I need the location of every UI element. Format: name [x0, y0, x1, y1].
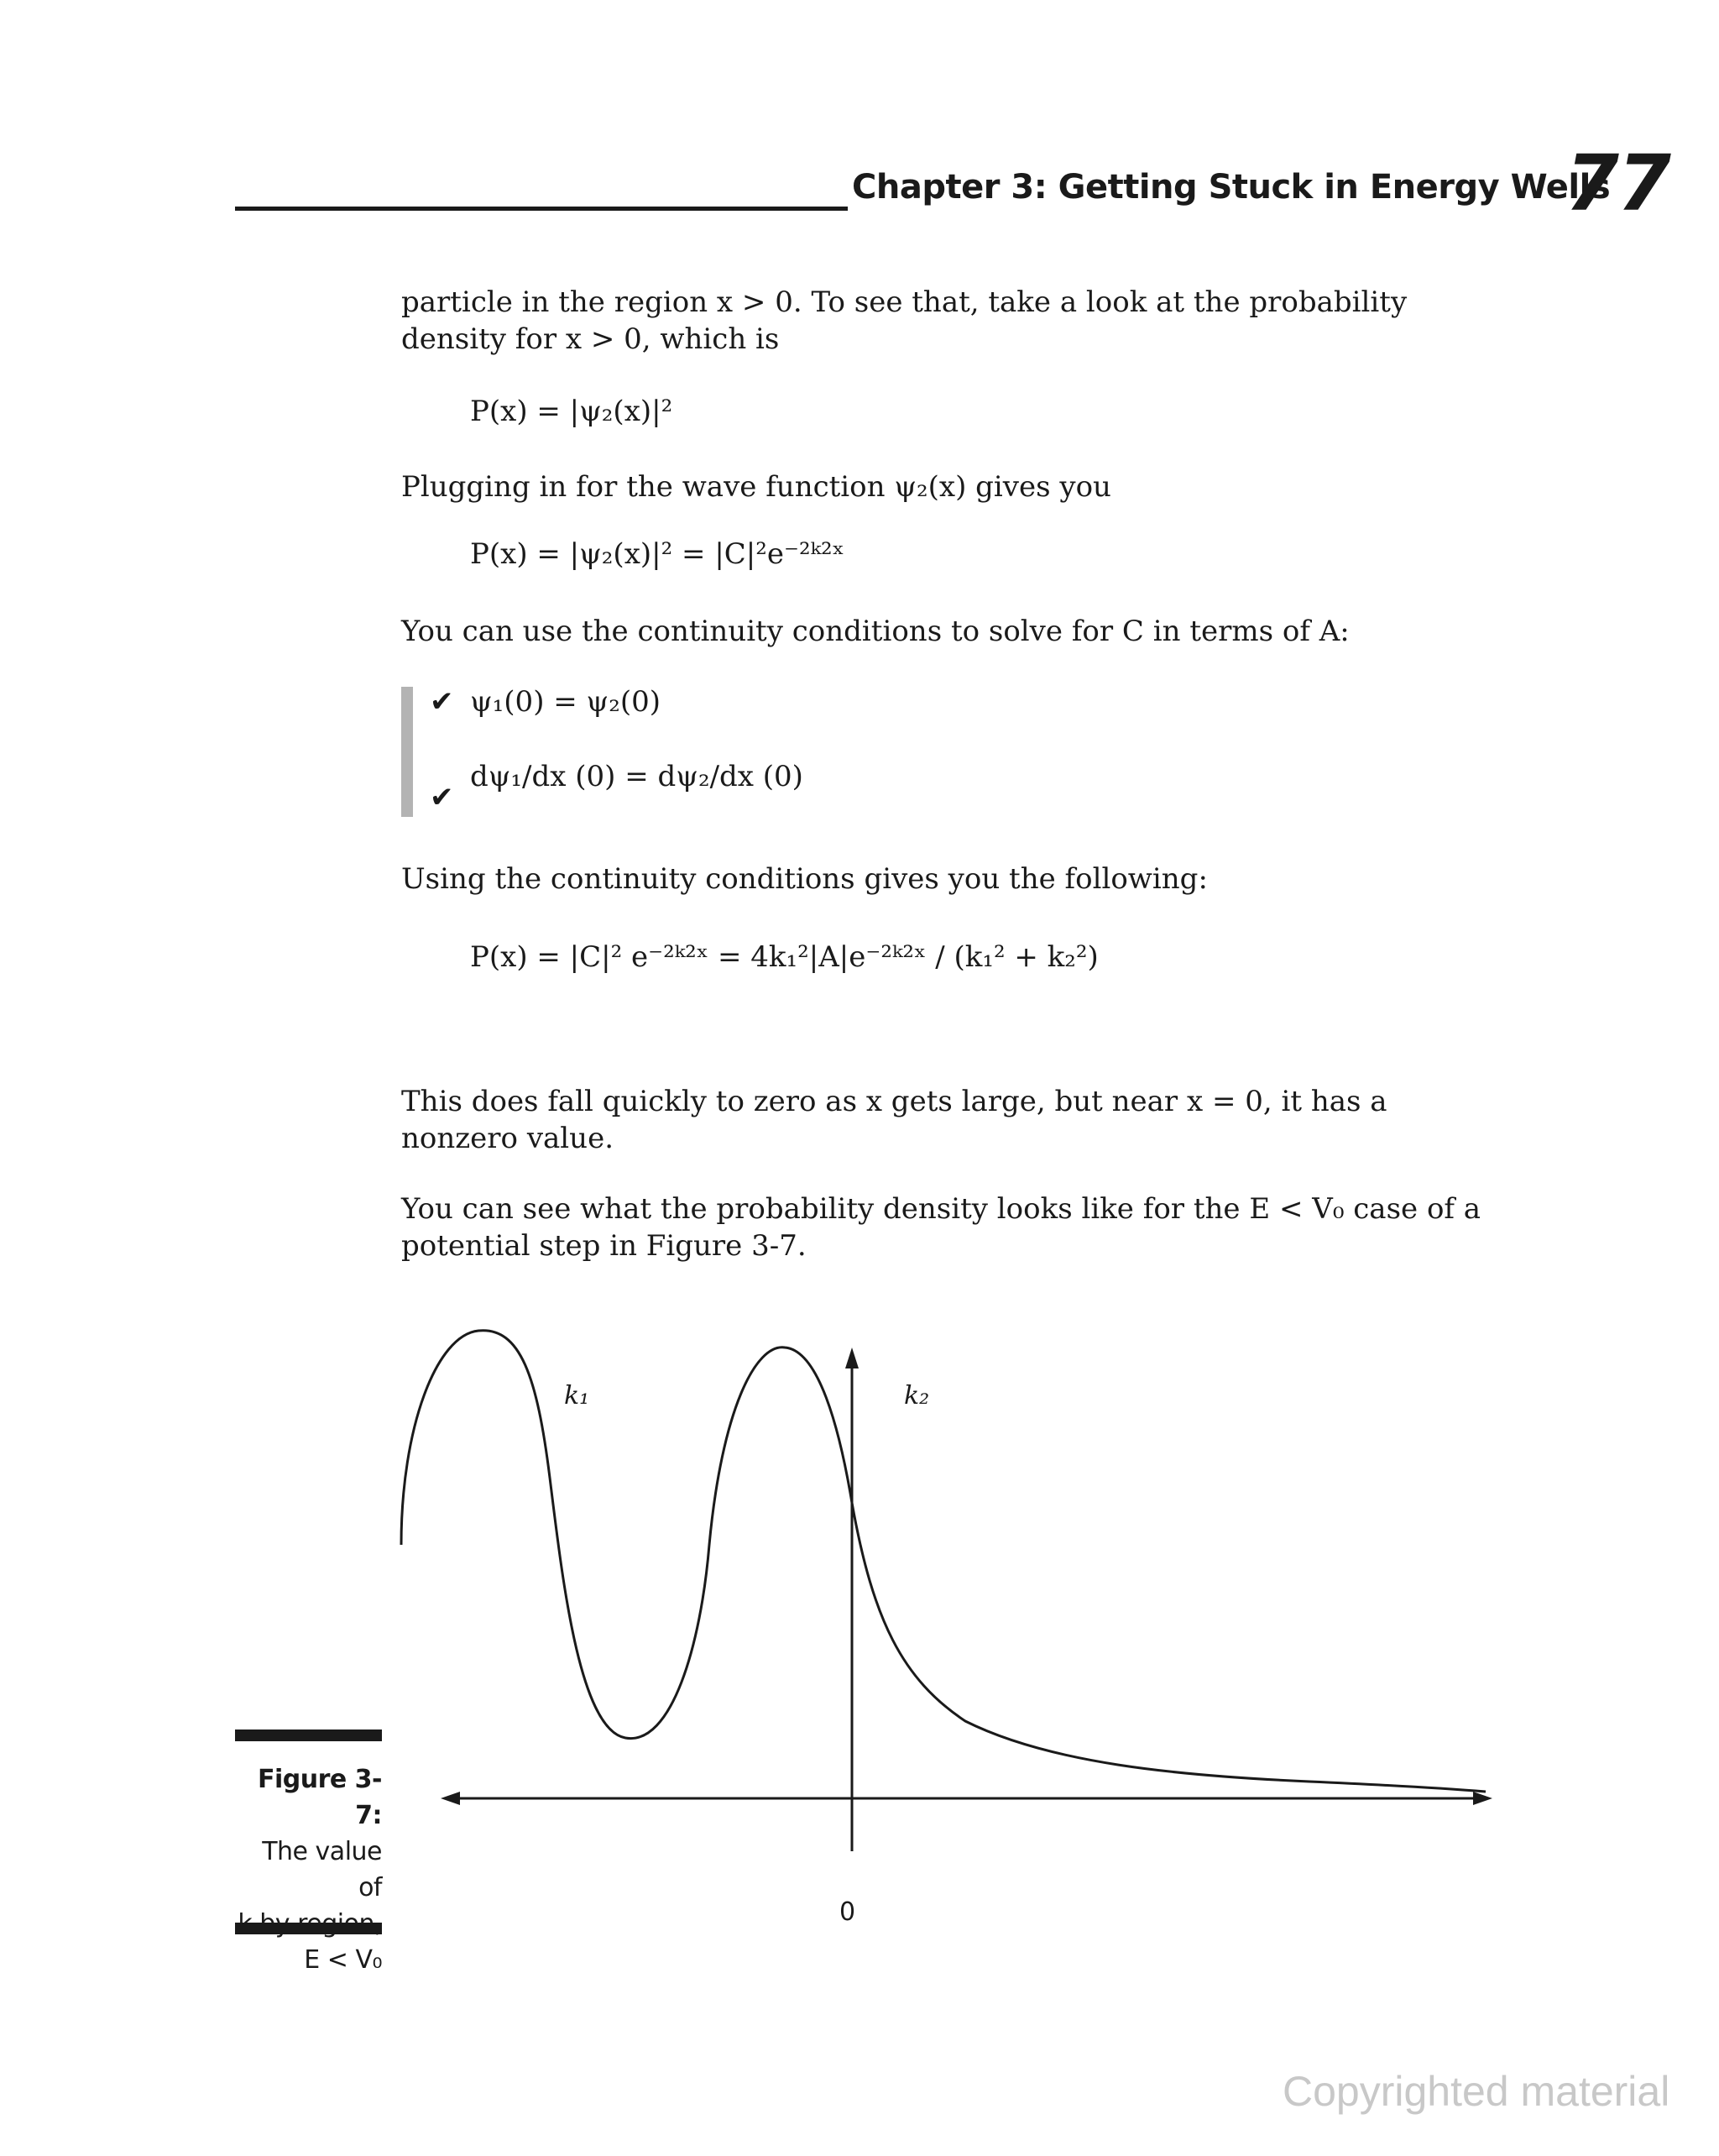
paragraph-2: Plugging in for the wave function ψ₂(x) gives you — [401, 470, 1111, 504]
caption-line-3: E < V₀ — [304, 1945, 382, 1975]
equation-1: P(x) = |ψ₂(x)|² — [470, 395, 673, 428]
x-axis-left-arrow — [441, 1792, 460, 1805]
probability-formula: P(x) = |C|² e⁻²ᵏ²ˣ = 4k₁²|A|e⁻²ᵏ²ˣ / (k₁² + k₂²) — [470, 940, 1099, 974]
caption-bottom-bar — [235, 1923, 382, 1934]
running-head: Chapter 3: Getting Stuck in Energy Wells — [852, 168, 1611, 207]
bullet-1: ψ₁(0) = ψ₂(0) — [470, 685, 661, 719]
paragraph-6: You can see what the probability density looks like for the E < V₀ case of a potential step in Figure 3-7. — [401, 1192, 1481, 1263]
checkmark-icon: ✔ — [430, 781, 454, 814]
bullet-2: dψ₁/dx (0) = dψ₂/dx (0) — [470, 760, 803, 793]
caption-line-1: The value of — [262, 1837, 382, 1902]
region-2-label: k₂ — [904, 1381, 930, 1410]
paragraph-5: This does fall quickly to zero as x gets large, but near x = 0, it has a nonzero value. — [401, 1085, 1387, 1155]
origin-label: 0 — [839, 1897, 856, 1927]
page-number: 77 — [1565, 139, 1670, 228]
copyright-watermark: Copyrighted material — [1283, 2068, 1670, 2115]
equation-2: P(x) = |ψ₂(x)|² = |C|²e⁻²ᵏ²ˣ — [470, 537, 845, 571]
x-axis-right-arrow — [1473, 1792, 1492, 1805]
checkmark-icon: ✔ — [430, 685, 454, 719]
paragraph-3: You can use the continuity conditions to solve for C in terms of A: — [401, 615, 1350, 648]
region-1-label: k₁ — [564, 1381, 590, 1410]
y-axis-arrow — [845, 1348, 859, 1368]
figure-label: Figure 3-7: — [257, 1765, 382, 1830]
caption-top-bar — [235, 1730, 382, 1741]
paragraph-4: Using the continuity conditions gives you the following: — [401, 862, 1208, 896]
figure-caption — [235, 1761, 382, 1978]
paragraph-1-text: particle in the region x > 0. To see that, take a look at the probability density for x > 0, which is — [401, 285, 1408, 356]
